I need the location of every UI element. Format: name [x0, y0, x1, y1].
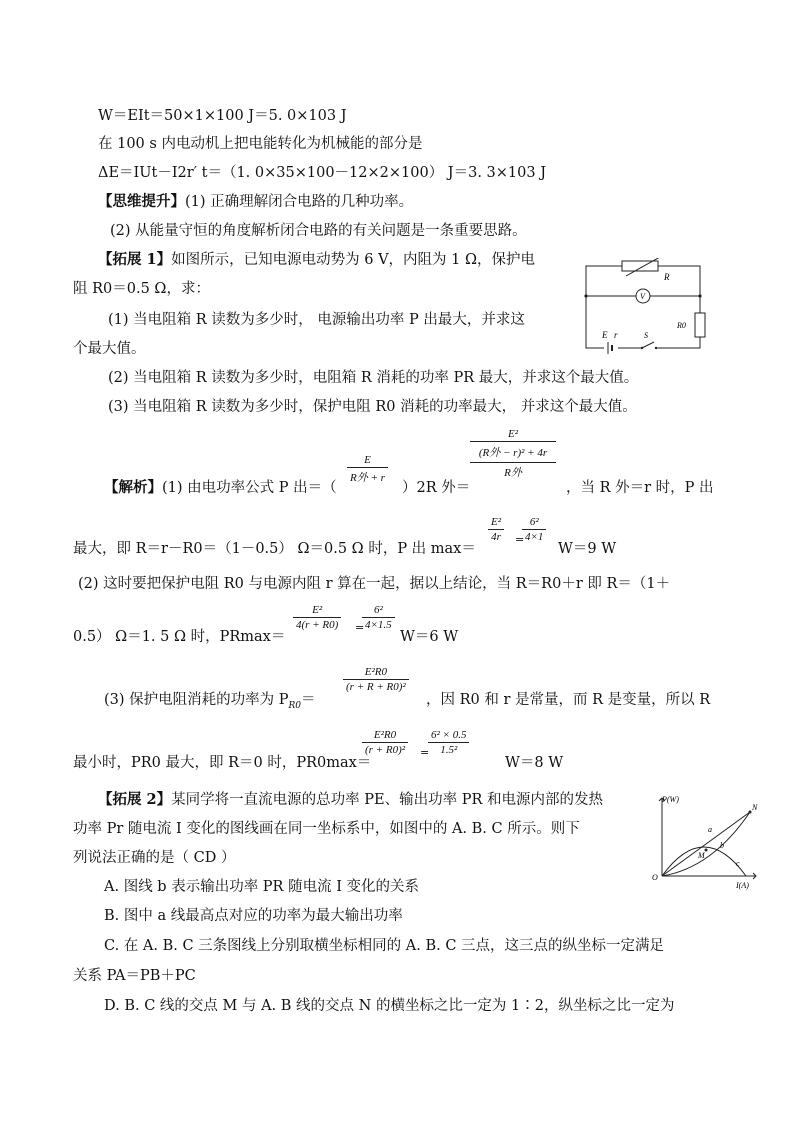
power-current-graph	[650, 790, 762, 890]
line-analysis-5c: ，因 R0 和 r 是常量，而 R 是变量，所以 R	[426, 692, 711, 708]
line-analysis-6b: W＝8 W	[505, 755, 564, 771]
line-energy-intro: 在 100 s 内电动机上把电能转化为机械能的部分是	[98, 136, 423, 152]
r0-resistor-symbol	[695, 313, 705, 337]
fraction-E2R0-rR0: $\frac{\text{E²R0}}{\text{(r + R0)²}}$	[362, 729, 408, 756]
N-label: N	[752, 803, 758, 812]
a-label: a	[708, 825, 712, 834]
line-analysis-2b: W＝9 W	[558, 541, 617, 557]
line-analysis-5a: (3) 保护电阻消耗的功率为 $P_{R0}=$	[104, 692, 316, 711]
fraction-E2-4rR0: $\frac{\text{E²}}{4(r + R0)}$	[293, 604, 341, 631]
fraction-numeric-8: $\frac{\text{6² × 0.5}}{\text{1.5²}}$	[428, 729, 469, 756]
label-r: r	[614, 330, 618, 340]
line-ext1-intro	[98, 250, 535, 270]
line-ext2-3: 列说法正确的是（ CD ）	[73, 850, 236, 866]
ext1-text: 如图所示，已知电源电动势为 6 V，内阻为 1 Ω，保护电	[171, 252, 536, 268]
line-analysis-6a: 最小时，PR0 最大，即 R＝0 时，PR0max＝	[73, 755, 372, 771]
line-q3: (3) 当电阻箱 R 读数为多少时，保护电阻 R0 消耗的功率最大， 并求这个最大值。	[108, 399, 637, 415]
line-ext2-intro	[98, 790, 603, 810]
analysis-text-1a: (1) 由电功率公式 P 出＝（	[162, 480, 337, 496]
line-energy-formula: ΔE＝IUt－I2r′ t＝（1. 0×35×100－12×2×100） J＝3. 3×103 J	[98, 165, 547, 181]
option-A: A. 图线 b 表示输出功率 PR 随电流 I 变化的关系	[104, 879, 420, 895]
fraction-E2-4r: $\frac{\text{E²}}{4r}$	[488, 516, 504, 543]
fraction-62-4x15: $\frac{\text{6²}}{4\times 1.5}$	[362, 604, 395, 631]
line-work-formula: W＝EIt＝50×1×100 J＝5. 0×103 J	[98, 108, 347, 124]
y-axis-label: P(W)	[662, 795, 679, 804]
label-S: S	[644, 331, 648, 340]
fraction-E2R0-power: $\frac{\text{E²R0}}{\text{(r + R + R0)²}}$	[343, 666, 409, 693]
M-label: M	[698, 851, 705, 860]
line-q2: (2) 当电阻箱 R 读数为多少时，电阻箱 R 消耗的功率 PR 最大，并求这个最大值。	[108, 370, 639, 386]
fraction-62-4x1: $\frac{\text{6²}}{4\times 1}$	[522, 516, 546, 543]
ext2-text: 某同学将一直流电源的总功率 PE、输出功率 PR 和电源内部的发热	[171, 792, 603, 808]
line-analysis-3: (2) 这时要把保护电阻 R0 与电源内阻 r 算在一起，据以上结论，当 R＝R0＋r 即 R＝（1＋	[78, 576, 671, 592]
line-ext1-r0: 阻 R0＝0.5 Ω，求：	[73, 281, 210, 297]
option-C-cont: 关系 PA＝PB＋PC	[73, 968, 196, 984]
option-C: C. 在 A. B. C 三条图线上分别取横坐标相同的 A. B. C 三点，这三点的纵坐标一定满足	[104, 938, 665, 954]
line-analysis-4b: W＝6 W	[400, 629, 459, 645]
analysis-tag: 【解析】	[104, 479, 162, 496]
origin-label: O	[652, 873, 658, 882]
option-B: B. 图中 a 线最高点对应的功率为最大输出功率	[104, 908, 403, 924]
line-q1-cont: 个最大值。	[73, 341, 146, 357]
thinking-tag: 【思维提升】	[98, 193, 185, 210]
equals-sign-2: =	[355, 621, 365, 634]
circuit-diagram	[584, 258, 708, 358]
label-E: E	[602, 330, 608, 340]
label-R0: R0	[677, 321, 686, 330]
thinking-text-1: (1) 正确理解闭合电路的几种功率。	[185, 194, 414, 210]
option-D: D. B. C 线的交点 M 与 A. B 线的交点 N 的横坐标之比一定为 1∶2，纵坐标之比一定为	[104, 998, 675, 1014]
equals-sign: =	[515, 533, 525, 546]
label-V: V	[640, 292, 645, 301]
b-label: b	[720, 841, 724, 850]
rheostat-symbol	[622, 261, 658, 271]
equals-sign-3: =	[420, 746, 430, 759]
c-label: c	[736, 859, 740, 868]
line-thinking-1	[98, 192, 413, 212]
line-analysis-1b: ）2R 外＝	[402, 480, 471, 496]
x-axis-label: I(A)	[736, 881, 749, 890]
line-ext2-2: 功率 Pr 随电流 I 变化的图线画在同一坐标系中，如图中的 A. B. C 所示。则下	[73, 821, 580, 837]
subscript-R0: R0	[288, 700, 302, 711]
line-analysis-2a: 最大，即 R＝r－R0＝（1－0.5） Ω＝0.5 Ω 时，P 出 max＝	[73, 541, 476, 557]
line-q1: (1) 当电阻箱 R 读数为多少时， 电源输出功率 P 出最大，并求这	[108, 312, 525, 328]
line-analysis-1a	[104, 478, 337, 498]
ext1-tag: 【拓展 1】	[98, 251, 172, 268]
point-M	[705, 849, 708, 852]
fraction-E-over-Rr: E R外 + r	[347, 454, 388, 485]
line-analysis-1c: ，当 R 外＝r 时，P 出	[566, 480, 714, 496]
line-analysis-4a: 0.5） Ω＝1. 5 Ω 时，PRmax＝	[73, 629, 286, 645]
line-thinking-2: (2) 从能量守恒的角度解析闭合电路的有关问题是一条重要思路。	[110, 223, 527, 239]
label-R: R	[664, 272, 670, 282]
ext2-tag: 【拓展 2】	[98, 791, 172, 808]
fraction-max-power-expression: E² (R外 − r)² + 4r R外	[470, 428, 556, 480]
